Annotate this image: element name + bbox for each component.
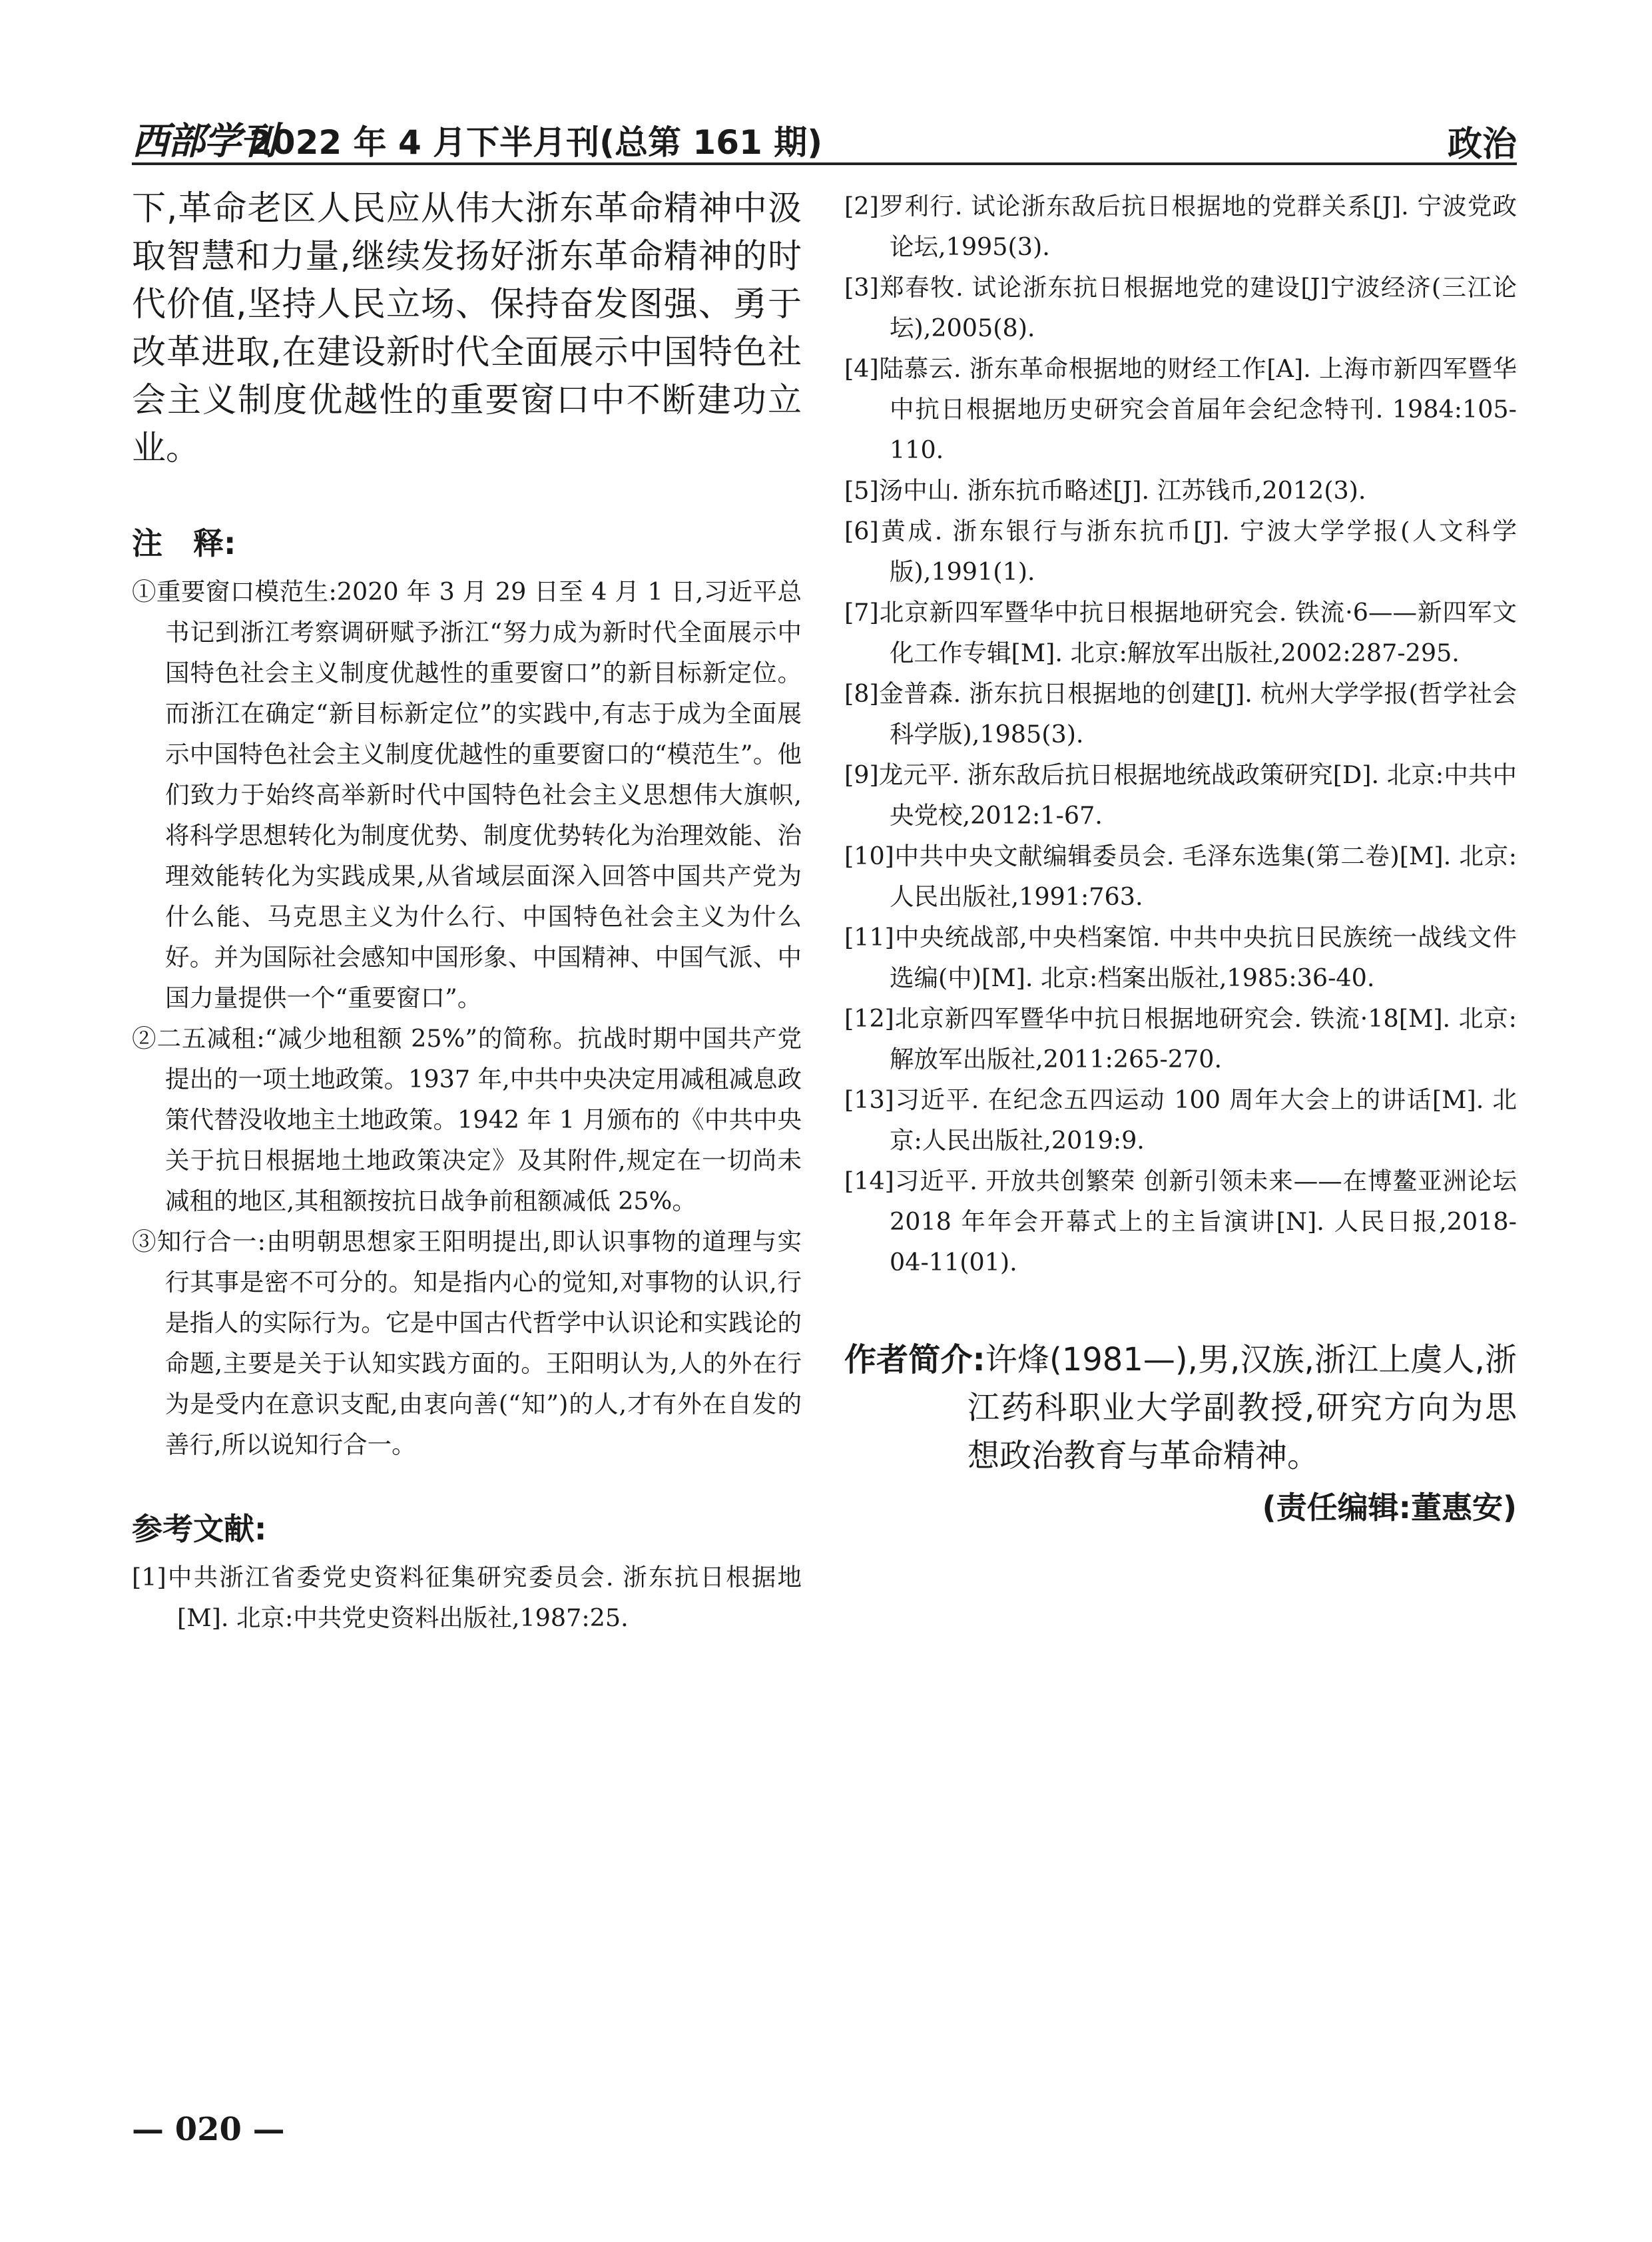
reference-item: [5]汤中山. 浙东抗币略述[J]. 江苏钱币,2012(3). [844,476,1366,505]
note-item: ②二五减租:“减少地租额 25%”的简称。抗战时期中国共产党提出的一项土地政策。1937 年,中共中央决定用减租减息政策代替没收地主土地政策。1942 年 1 月颁布的《中共中央关于抗日根据地土地政策决定》及其附件,规定在一切尚未减租的地区,其租额按抗日战争前租额减低 25%。 [132,1024,802,1215]
note-item: ③知行合一:由明朝思想家王阳明提出,即认识事物的道理与实行其事是密不可分的。知是指内心的觉知,对事物的认识,行是指人的实际行为。它是中国古代哲学中认识论和实践论的命题,主要是关于认知实践方面的。王阳明认为,人的外在行为是受内在意识支配,由衷向善(“知”)的人,才有外在自发的善行,所以说知行合一。 [132,1227,802,1459]
reference-item: [11]中央统战部,中央档案馆. 中共中央抗日民族统一战线文件选编(中)[M]. 北京:档案出版社,1985:36-40. [844,923,1517,992]
reference-item: [12]北京新四军暨华中抗日根据地研究会. 铁流·18[M]. 北京:解放军出版社,2011:265-270. [844,1004,1517,1073]
page-number: — 020 — [132,2111,285,2148]
section-label: 政治 [1447,125,1517,164]
reference-item: [13]习近平. 在纪念五四运动 100 周年大会上的讲话[M]. 北京:人民出版社,2019:9. [844,1085,1517,1155]
notes-heading: 注 释: [132,525,236,561]
author-bio [844,1336,1517,1480]
left-column [132,185,802,1638]
reference-item: [1]中共浙江省委党史资料征集研究委员会. 浙东抗日根据地[M]. 北京:中共党史资料出版社,1987:25. [132,1563,802,1632]
reference-item: [2]罗利行. 试论浙东敌后抗日根据地的党群关系[J]. 宁波党政论坛,1995(3). [844,192,1517,261]
right-column [844,185,1517,1528]
notes-list [132,571,802,1465]
reference-item: [10]中共中央文献编辑委员会. 毛泽东选集(第二卷)[M]. 北京:人民出版社,1991:763. [844,842,1517,911]
author-text: 许烽(1981—),男,汉族,浙江上虞人,浙江药科职业大学副教授,研究方向为思想政治教育与革命精神。 [967,1341,1517,1474]
reference-item: [3]郑春牧. 试论浙东抗日根据地党的建设[J]宁波经济(三江论坛),2005(8). [844,273,1517,342]
reference-item: [7]北京新四军暨华中抗日根据地研究会. 铁流·6——新四军文化工作专辑[M]. 北京:解放军出版社,2002:287-295. [844,598,1517,667]
references-heading: 参考文献: [132,1511,267,1547]
journal-logo: 西部学刊 [132,119,276,163]
reference-item: [6]黄成. 浙东银行与浙东抗币[J]. 宁波大学学报(人文科学版),1991(1). [844,517,1517,586]
author-label: 作者简介: [844,1341,985,1378]
reference-item: [14]习近平. 开放共创繁荣 创新引领未来——在博鳌亚洲论坛 2018 年年会开幕式上的主旨演讲[N]. 人民日报,2018-04-11(01). [844,1167,1517,1276]
references-list [844,145,1517,1282]
note-item: ①重要窗口模范生:2020 年 3 月 29 日至 4 月 1 日,习近平总书记到浙江考察调研赋予浙江“努力成为新时代全面展示中国特色社会主义制度优越性的重要窗口”的新目标新定位。而浙江在确定“新目标新定位”的实践中,有志于成为全面展示中国特色社会主义制度优越性的重要窗口的“模范生”。他们致力于始终高举新时代中国特色社会主义思想伟大旗帜,将科学思想转化为制度优势、制度优势转化为治理效能、治理效能转化为实践成果,从省域层面深入回答中国共产党为什么能、马克思主义为什么行、中国特色社会主义为什么好。并为国际社会感知中国形象、中国精神、中国气派、中国力量提供一个“重要窗口”。 [132,577,802,1012]
closing-paragraph: 下,革命老区人民应从伟大浙东革命精神中汲取智慧和力量,继续发扬好浙东革命精神的时代价值,坚持人民立场、保持奋发图强、勇于改革进取,在建设新时代全面展示中国特色社会主义制度优越性的重要窗口中不断建功立业。 [132,189,802,468]
reference-item: [8]金普森. 浙东抗日根据地的创建[J]. 杭州大学学报(哲学社会科学版),1985(3). [844,679,1517,748]
editor-credit: (责任编辑:董惠安) [1262,1490,1517,1526]
reference-item: [4]陆慕云. 浙东革命根据地的财经工作[A]. 上海市新四军暨华中抗日根据地历史研究会首届年会纪念特刊. 1984:105-110. [844,354,1517,464]
reference-item: [9]龙元平. 浙东敌后抗日根据地统战政策研究[D]. 北京:中共中央党校,2012:1-67. [844,760,1517,830]
issue-info: 2022 年 4 月下半月刊(总第 161 期) [249,123,823,162]
